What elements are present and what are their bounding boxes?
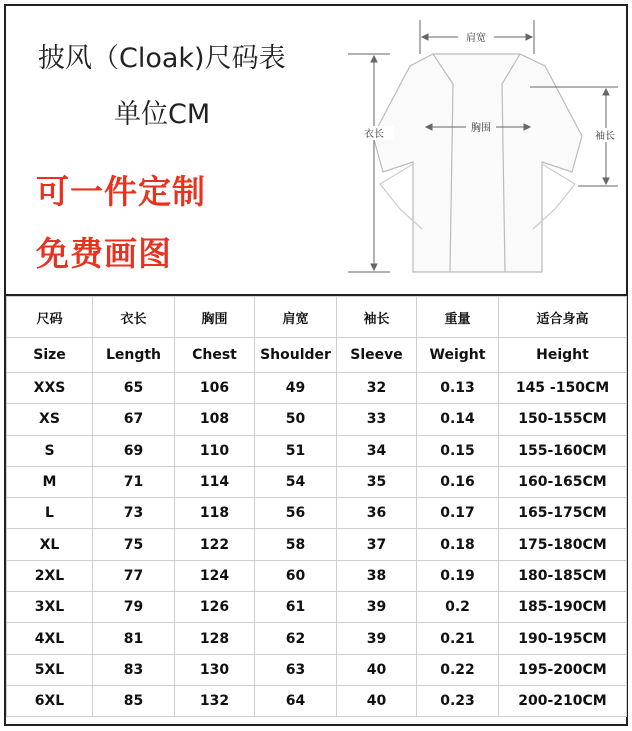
table-row <box>7 623 627 654</box>
table-cell: 0.23 <box>417 685 499 716</box>
table-cell: 0.22 <box>417 654 499 685</box>
table-cell: 0.19 <box>417 560 499 591</box>
table-cell: 49 <box>255 373 337 404</box>
chart-title: 披风（Cloak)尺码表 <box>38 43 286 74</box>
unit-label: 单位CM <box>114 99 211 130</box>
table-cell: 63 <box>255 654 337 685</box>
table-cell: 34 <box>337 435 417 466</box>
table-cell: 160-165CM <box>499 466 627 497</box>
chart-header <box>6 6 626 296</box>
header-en-cell: Shoulder <box>255 338 337 373</box>
table-cell: XS <box>7 404 93 435</box>
table-cell: 114 <box>175 466 255 497</box>
table-cell: 122 <box>175 529 255 560</box>
table-cell: 67 <box>93 404 175 435</box>
table-cell: 62 <box>255 623 337 654</box>
table-cell: 58 <box>255 529 337 560</box>
table-cell: 64 <box>255 685 337 716</box>
table-cell: XL <box>7 529 93 560</box>
table-cell: 190-195CM <box>499 623 627 654</box>
header-cn-cell: 适合身高 <box>499 297 627 338</box>
table-cell: 54 <box>255 466 337 497</box>
table-cell: M <box>7 466 93 497</box>
header-cn-cell: 肩宽 <box>255 297 337 338</box>
table-cell: 106 <box>175 373 255 404</box>
size-chart <box>4 4 628 726</box>
table-cell: 180-185CM <box>499 560 627 591</box>
table-cell: 4XL <box>7 623 93 654</box>
table-row <box>7 435 627 466</box>
table-cell: 0.2 <box>417 592 499 623</box>
table-cell: 6XL <box>7 685 93 716</box>
header-cn-cell: 衣长 <box>93 297 175 338</box>
table-cell: 32 <box>337 373 417 404</box>
table-cell: 61 <box>255 592 337 623</box>
table-cell: 165-175CM <box>499 498 627 529</box>
table-cell: 73 <box>93 498 175 529</box>
table-cell: 50 <box>255 404 337 435</box>
table-cell: 128 <box>175 623 255 654</box>
table-cell: XXS <box>7 373 93 404</box>
table-cell: L <box>7 498 93 529</box>
table-cell: 132 <box>175 685 255 716</box>
table-row <box>7 685 627 716</box>
table-cell: 200-210CM <box>499 685 627 716</box>
table-cell: 2XL <box>7 560 93 591</box>
table-cell: 3XL <box>7 592 93 623</box>
table-cell: 40 <box>337 654 417 685</box>
table-cell: 38 <box>337 560 417 591</box>
table-cell: 36 <box>337 498 417 529</box>
table-row <box>7 560 627 591</box>
table-cell: 75 <box>93 529 175 560</box>
table-row <box>7 498 627 529</box>
table-cell: 130 <box>175 654 255 685</box>
table-row <box>7 654 627 685</box>
header-en-cell: Length <box>93 338 175 373</box>
table-row <box>7 529 627 560</box>
header-en-cell: Height <box>499 338 627 373</box>
table-cell: 60 <box>255 560 337 591</box>
table-cell: 0.18 <box>417 529 499 560</box>
table-cell: 195-200CM <box>499 654 627 685</box>
length-label: 衣长 <box>364 129 384 140</box>
header-cn-cell: 袖长 <box>337 297 417 338</box>
table-cell: 39 <box>337 623 417 654</box>
header-cn-cell: 重量 <box>417 297 499 338</box>
table-cell: 77 <box>93 560 175 591</box>
table-cell: 155-160CM <box>499 435 627 466</box>
table-row <box>7 404 627 435</box>
header-row-cn <box>7 297 627 338</box>
table-cell: 35 <box>337 466 417 497</box>
table-cell: 175-180CM <box>499 529 627 560</box>
table-cell: 0.17 <box>417 498 499 529</box>
table-cell: 118 <box>175 498 255 529</box>
table-cell: 0.21 <box>417 623 499 654</box>
table-cell: 0.15 <box>417 435 499 466</box>
table-cell: 71 <box>93 466 175 497</box>
table-cell: 85 <box>93 685 175 716</box>
table-cell: 40 <box>337 685 417 716</box>
table-cell: 39 <box>337 592 417 623</box>
header-cn-cell: 胸围 <box>175 297 255 338</box>
table-cell: 108 <box>175 404 255 435</box>
table-cell: 83 <box>93 654 175 685</box>
table-cell: 79 <box>93 592 175 623</box>
sleeve-label: 袖长 <box>595 131 615 142</box>
table-cell: 126 <box>175 592 255 623</box>
cloak-measurement-diagram <box>340 14 622 284</box>
table-cell: 0.13 <box>417 373 499 404</box>
table-cell: 145 -150CM <box>499 373 627 404</box>
chest-label: 胸围 <box>471 123 491 134</box>
table-cell: 51 <box>255 435 337 466</box>
size-table <box>6 296 627 717</box>
table-cell: 185-190CM <box>499 592 627 623</box>
table-row <box>7 592 627 623</box>
header-row-en <box>7 338 627 373</box>
table-cell: S <box>7 435 93 466</box>
header-en-cell: Chest <box>175 338 255 373</box>
custom-order-text: 可一件定制 <box>36 172 206 211</box>
header-cn-cell: 尺码 <box>7 297 93 338</box>
size-table-body <box>7 297 627 717</box>
table-row <box>7 373 627 404</box>
header-en-cell: Weight <box>417 338 499 373</box>
table-cell: 81 <box>93 623 175 654</box>
free-drawing-text: 免费画图 <box>36 234 172 273</box>
table-cell: 65 <box>93 373 175 404</box>
table-cell: 37 <box>337 529 417 560</box>
table-row <box>7 466 627 497</box>
table-cell: 5XL <box>7 654 93 685</box>
table-cell: 33 <box>337 404 417 435</box>
table-cell: 69 <box>93 435 175 466</box>
table-cell: 0.16 <box>417 466 499 497</box>
table-cell: 0.14 <box>417 404 499 435</box>
table-cell: 56 <box>255 498 337 529</box>
table-cell: 150-155CM <box>499 404 627 435</box>
header-en-cell: Sleeve <box>337 338 417 373</box>
table-cell: 124 <box>175 560 255 591</box>
header-en-cell: Size <box>7 338 93 373</box>
shoulder-label: 肩宽 <box>466 33 486 44</box>
table-cell: 110 <box>175 435 255 466</box>
